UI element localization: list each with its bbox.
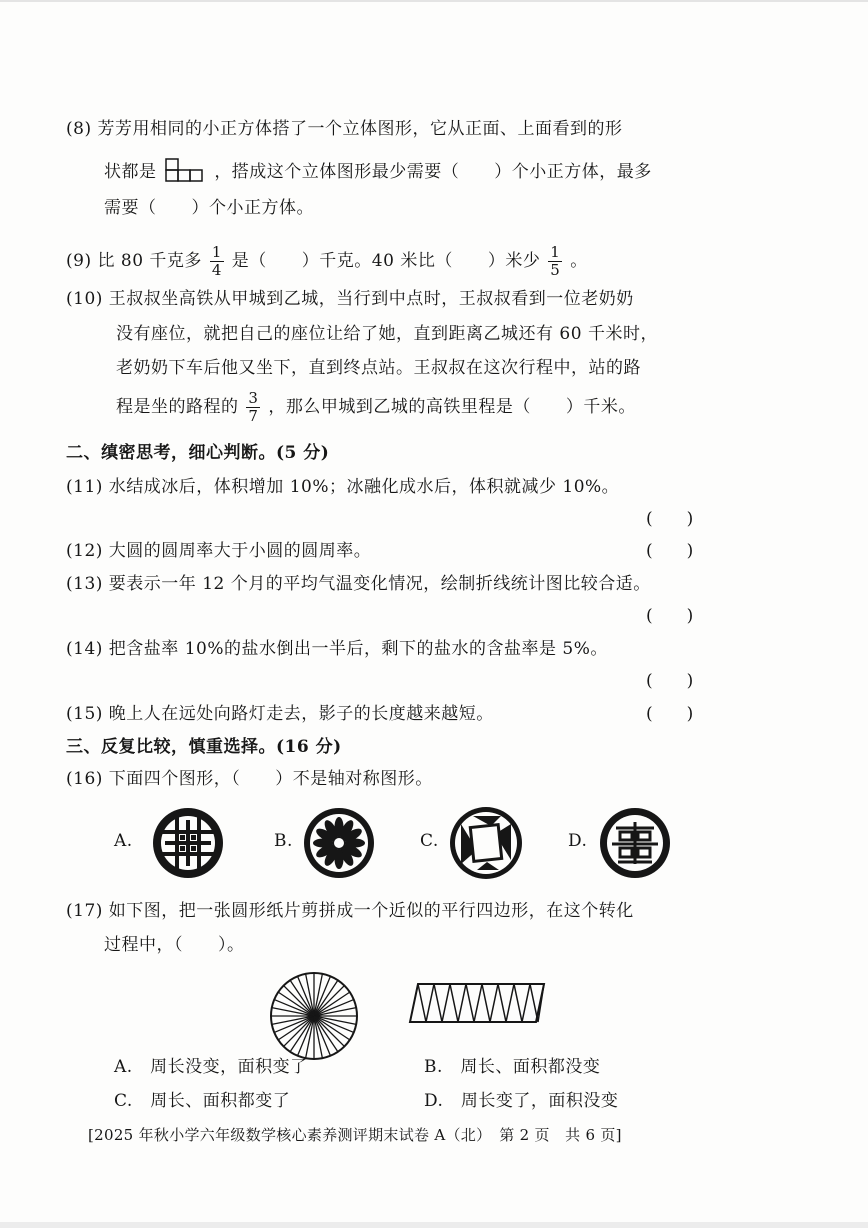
q15-text: (15) 晚上人在远处向路灯走去，影子的长度越来越短。 (66, 704, 494, 724)
q9-frac2-denominator: 5 (550, 261, 561, 279)
q10-line3: 老奶奶下车后他又坐下，直到终点站。王叔叔在这次行程中，站的路 (116, 358, 641, 378)
q10-frac-numerator: 3 (248, 389, 259, 407)
top-edge (0, 0, 868, 2)
q17-option-d[interactable]: D. 周长变了，面积没变 (424, 1091, 619, 1111)
double-happiness-icon (598, 806, 672, 880)
divided-circle-figure (268, 970, 360, 1062)
q16-option-b-label[interactable]: B. (274, 831, 293, 851)
q9-fraction-2 (548, 244, 562, 279)
q13-answer-paren[interactable]: ( ) (646, 606, 694, 626)
q15-answer-paren[interactable]: ( ) (646, 704, 694, 724)
q16-option-d-label[interactable]: D. (568, 831, 588, 851)
q12-text: (12) 大圆的圆周率大于小圆的圆周率。 (66, 541, 372, 561)
q16-option-a-label[interactable]: A. (114, 831, 133, 851)
q9-frac2-numerator: 1 (550, 243, 561, 261)
q10-line4-end: ，那么甲城到乙城的高铁里程是（ ）千米。 (268, 397, 636, 417)
q10-frac-denominator: 7 (248, 407, 259, 425)
q8-line2-start: 状都是 (104, 162, 157, 182)
q10-line4 (116, 390, 636, 425)
q17-line1: (17) 如下图，把一张圆形纸片剪拼成一个近似的平行四边形，在这个转化 (66, 901, 634, 921)
q8-line2 (104, 157, 652, 183)
q10-line1: (10) 王叔叔坐高铁从甲城到乙城，当行到中点时，王叔叔看到一位老奶奶 (66, 289, 634, 309)
section-3-title: 三、反复比较，慎重选择。(16 分) (66, 737, 342, 757)
q17-option-b[interactable]: B. 周长、面积都没变 (424, 1057, 601, 1077)
window-lattice-icon (151, 806, 225, 880)
q17-option-a[interactable]: A. 周长没变，面积变了 (114, 1057, 308, 1077)
q8-line1: (8) 芳芳用相同的小正方体搭了一个立体图形，它从正面、上面看到的形 (66, 119, 623, 139)
q9-frac1-denominator: 4 (211, 261, 222, 279)
q10-line2: 没有座位，就把自己的座位让给了她，直到距离乙城还有 60 千米时， (116, 324, 658, 344)
q10-fraction (246, 390, 260, 425)
q12-answer-paren[interactable]: ( ) (646, 541, 694, 561)
rotated-square-pattern-icon (447, 804, 525, 882)
cube-view-icon (164, 157, 206, 183)
q16-option-c-label[interactable]: C. (420, 831, 439, 851)
q8-line2-end: ，搭成这个立体图形最少需要（ ）个小正方体，最多 (214, 162, 652, 182)
page-footer: [2025 年秋小学六年级数学核心素养测评期末试卷 A（北） 第 2 页 共 6 页] (88, 1126, 622, 1144)
approximate-parallelogram-figure (404, 980, 550, 1026)
q10-line4-start: 程是坐的路程的 (116, 397, 239, 417)
q17-line2: 过程中，（ ）。 (104, 935, 245, 955)
q9-part3: 。 (570, 251, 588, 271)
q16-stem: (16) 下面四个图形，（ ）不是轴对称图形。 (66, 769, 433, 789)
q9-part2: 是（ ）千克。40 米比（ ）米少 (231, 251, 541, 271)
q9-part1: (9) 比 80 千克多 (66, 251, 202, 271)
q14-answer-paren[interactable]: ( ) (646, 671, 694, 691)
section-2-title: 二、缜密思考，细心判断。(5 分) (66, 443, 330, 463)
q11-answer-paren[interactable]: ( ) (646, 509, 694, 529)
q17-option-c[interactable]: C. 周长、面积都变了 (114, 1091, 291, 1111)
q14-text: (14) 把含盐率 10%的盐水倒出一半后，剩下的盐水的含盐率是 5%。 (66, 639, 608, 659)
q11-text: (11) 水结成冰后，体积增加 10%；冰融化成水后，体积就减少 10%。 (66, 477, 620, 497)
q9-line (66, 244, 588, 279)
q9-fraction-1 (210, 244, 224, 279)
q8-line3: 需要（ ）个小正方体。 (104, 198, 314, 218)
q13-text: (13) 要表示一年 12 个月的平均气温变化情况，绘制折线统计图比较合适。 (66, 574, 651, 594)
q9-frac1-numerator: 1 (211, 243, 222, 261)
bottom-edge (0, 1222, 868, 1228)
flower-pattern-icon (302, 806, 376, 880)
